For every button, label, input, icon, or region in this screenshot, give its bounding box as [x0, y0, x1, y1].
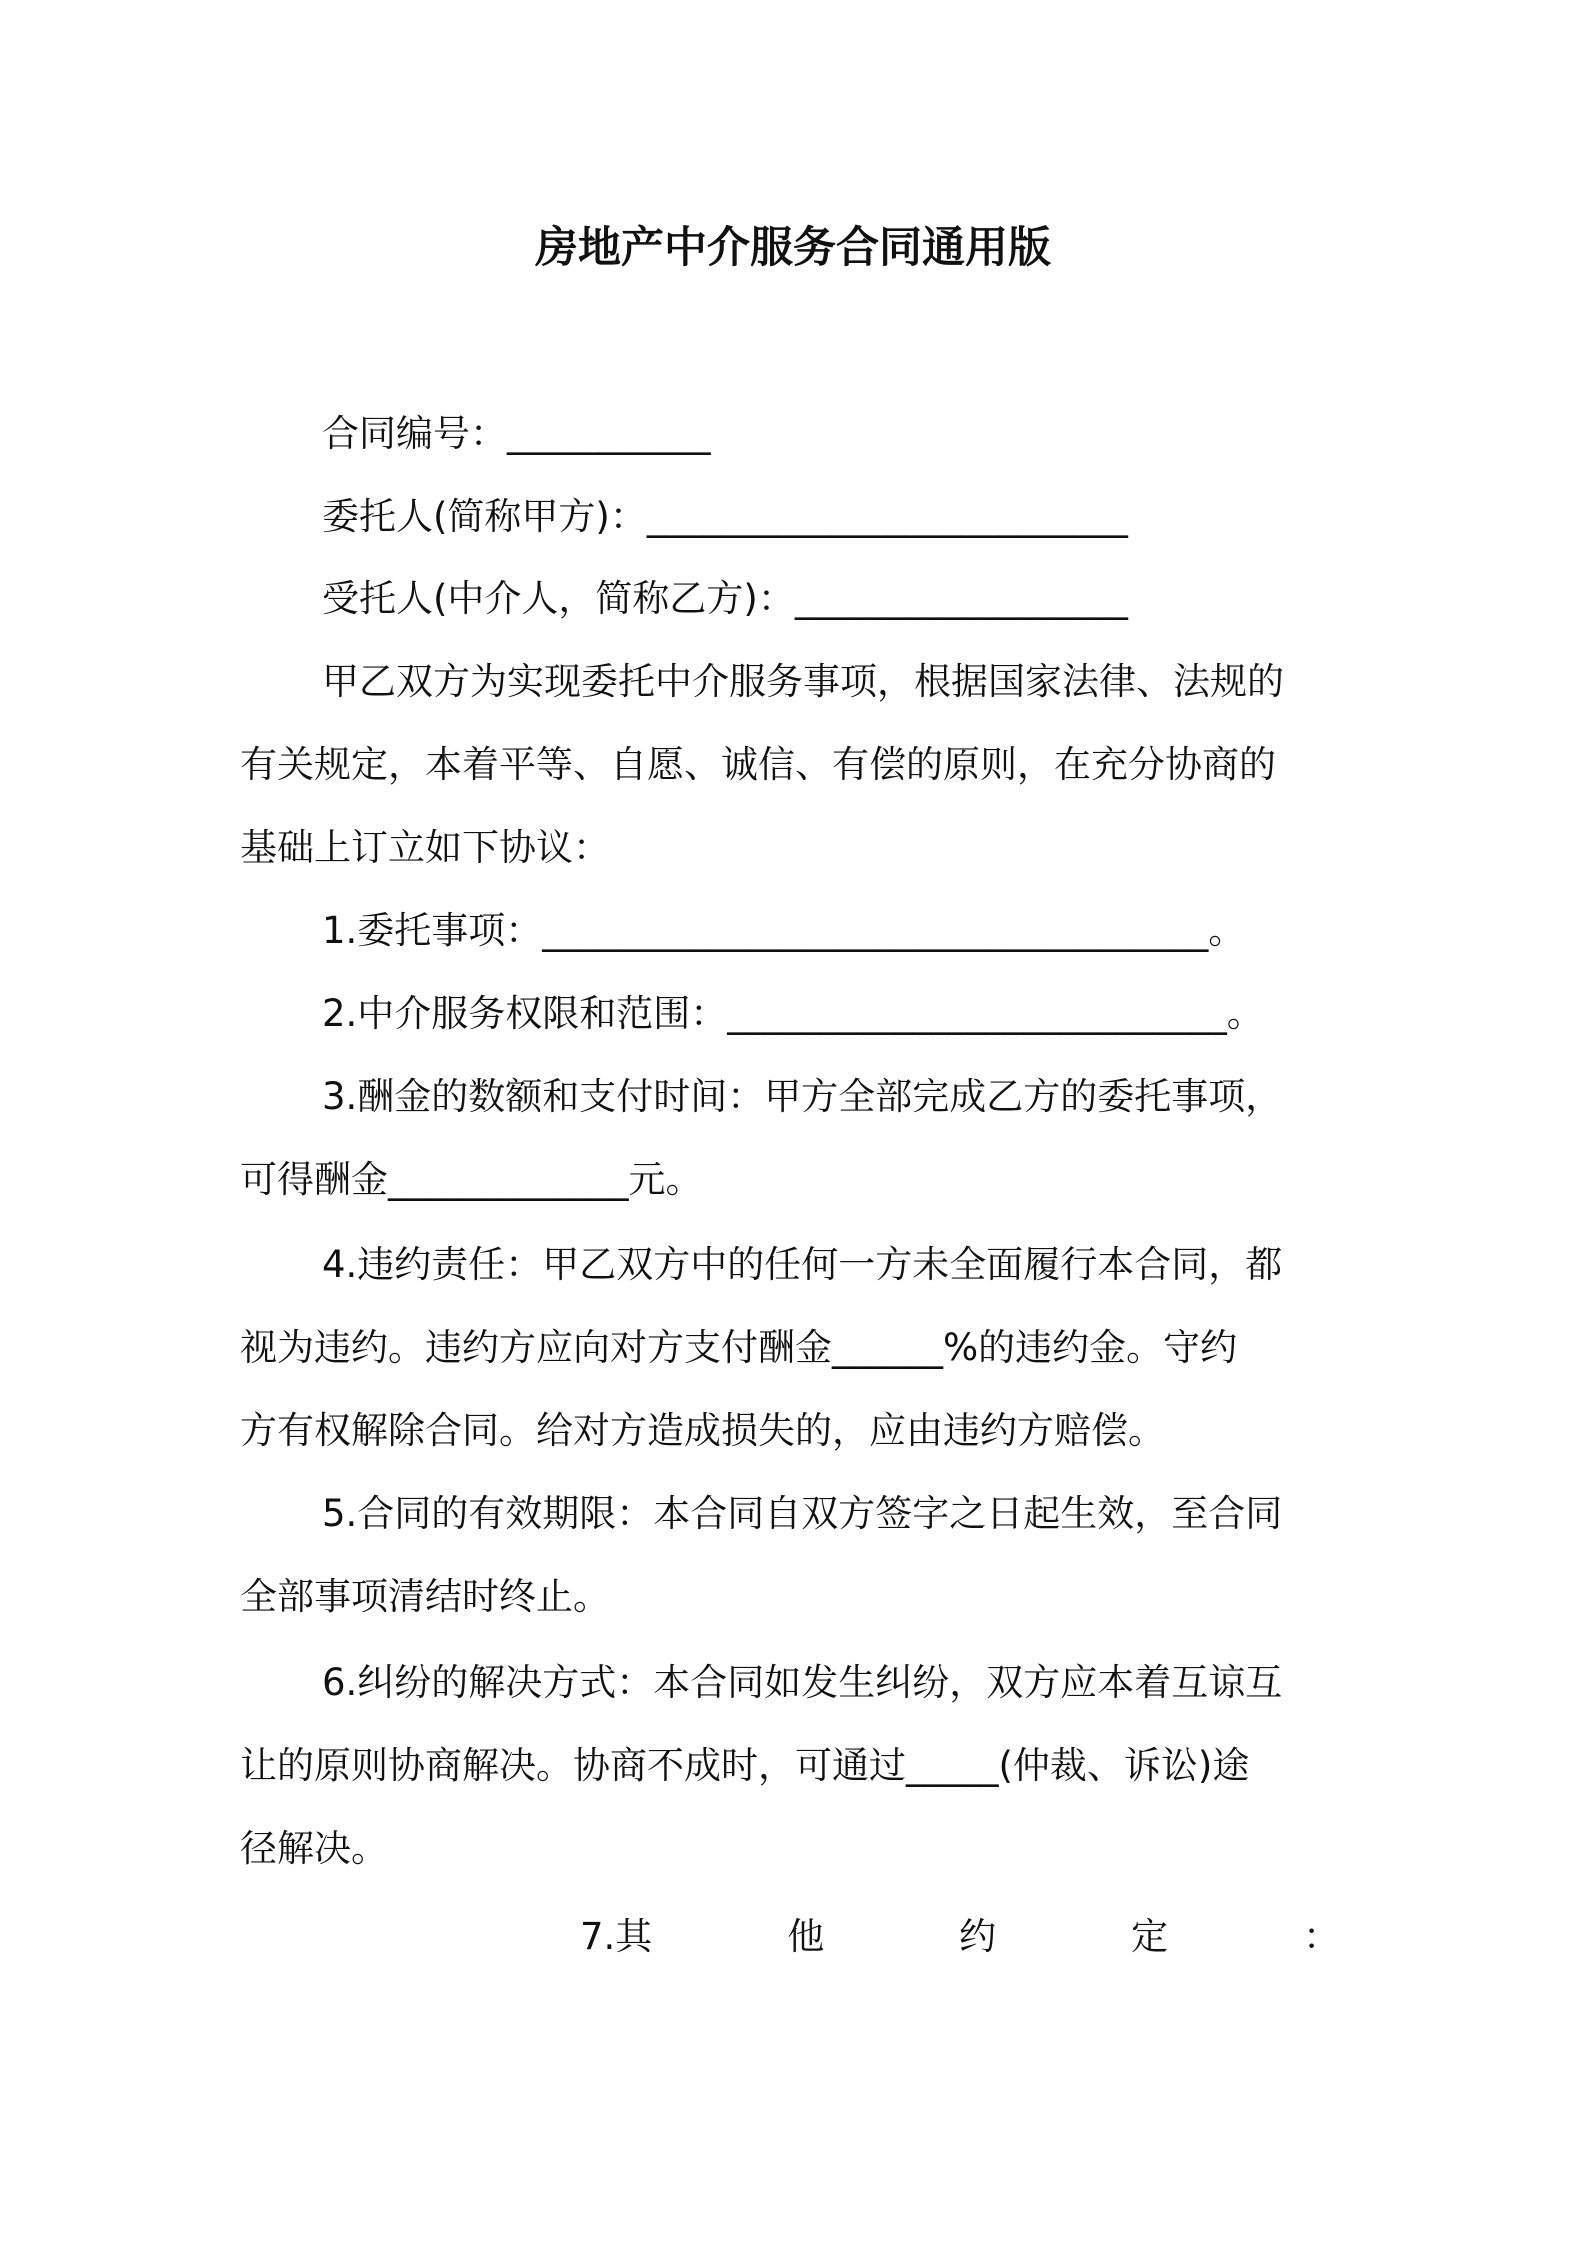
- preamble-line-3: 基础上订立如下协议：: [240, 826, 610, 869]
- clause-6-line-1: 6.纠纷的解决方式：本合同如发生纠纷，双方应本着互谅互: [322, 1661, 1283, 1704]
- clause-6-line-3: 径解决。: [240, 1827, 388, 1870]
- document-title: 房地产中介服务合同通用版: [535, 223, 1051, 273]
- clause-7-part: 定: [1131, 1915, 1169, 1958]
- preamble-line-2: 有关规定，本着平等、自愿、诚信、有偿的原则，在充分协商的: [240, 743, 1276, 786]
- preamble-line-1: 甲乙双方为实现委托中介服务事项，根据国家法律、法规的: [322, 660, 1284, 703]
- clause-1: 1.委托事项：____________________________________。: [322, 909, 1246, 952]
- clause-7-part: ：: [1303, 1915, 1340, 1958]
- clause-7-heading: [580, 1909, 1340, 1965]
- clause-2: 2.中介服务权限和范围：___________________________。: [322, 992, 1264, 1035]
- clause-5-line-1: 5.合同的有效期限：本合同自双方签字之日起生效，至合同: [322, 1492, 1283, 1535]
- clause-4-line-2: 视为违约。违约方应向对方支付酬金______%的违约金。守约: [240, 1326, 1238, 1369]
- clause-5-line-2: 全部事项清结时终止。: [240, 1575, 610, 1618]
- agent-line: 受托人(中介人，简称乙方)：__________________: [322, 577, 1128, 620]
- clause-7-part: 约: [959, 1915, 997, 1958]
- clause-4-line-3: 方有权解除合同。给对方造成损失的，应由违约方赔偿。: [240, 1409, 1165, 1452]
- clause-3-line-2: 可得酬金_____________元。: [240, 1158, 703, 1201]
- clause-7-part: 他: [787, 1915, 825, 1958]
- contract-number-line: 合同编号：___________: [322, 412, 711, 455]
- clause-6-line-2: 让的原则协商解决。协商不成时，可通过_____(仲裁、诉讼)途: [240, 1744, 1250, 1787]
- principal-line: 委托人(简称甲方)：__________________________: [322, 495, 1128, 538]
- clause-4-line-1: 4.违约责任：甲乙双方中的任何一方未全面履行本合同，都: [322, 1243, 1283, 1286]
- clause-3-line-1: 3.酬金的数额和支付时间：甲方全部完成乙方的委托事项，: [322, 1075, 1283, 1118]
- clause-7-part: 7.其: [580, 1915, 653, 1958]
